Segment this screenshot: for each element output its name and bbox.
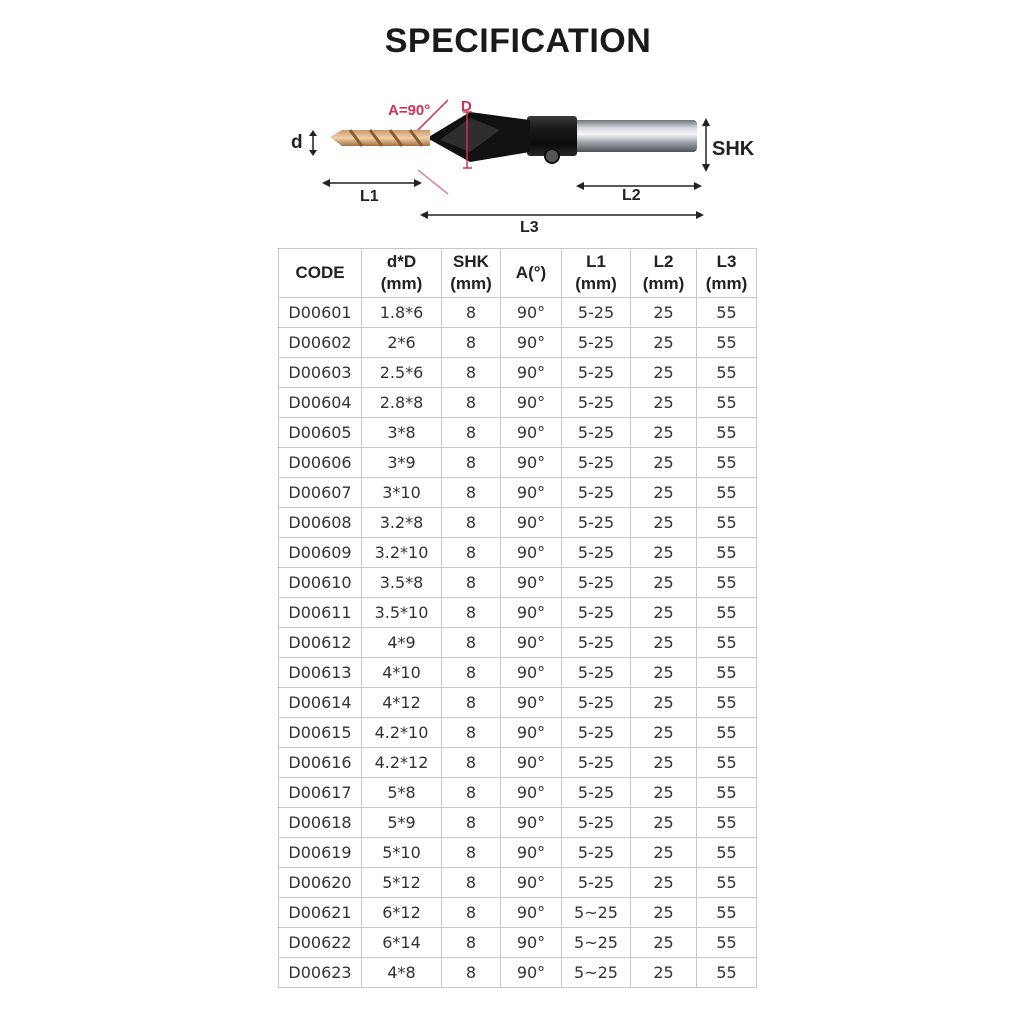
- table-row: [279, 628, 757, 658]
- cell-l3: 55: [697, 418, 757, 448]
- table-header-row: [279, 249, 757, 298]
- cell-angle: 90°: [501, 898, 562, 928]
- cell-shk: 8: [442, 538, 501, 568]
- cell-shk: 8: [442, 598, 501, 628]
- cell-code: D00620: [279, 868, 362, 898]
- cell-l1: 5-25: [562, 808, 631, 838]
- l1-label: L1: [360, 188, 379, 205]
- cell-d-D: 2.8*8: [362, 388, 442, 418]
- cell-l2: 25: [631, 748, 697, 778]
- cell-angle: 90°: [501, 688, 562, 718]
- cell-angle: 90°: [501, 748, 562, 778]
- cell-code: D00613: [279, 658, 362, 688]
- cell-angle: 90°: [501, 628, 562, 658]
- cell-l2: 25: [631, 568, 697, 598]
- cell-shk: 8: [442, 328, 501, 358]
- cell-l1: 5-25: [562, 478, 631, 508]
- countersink-drill-illustration: [0, 90, 1024, 240]
- cell-code: D00619: [279, 838, 362, 868]
- cell-l2: 25: [631, 328, 697, 358]
- cell-code: D00604: [279, 388, 362, 418]
- cell-angle: 90°: [501, 478, 562, 508]
- cell-angle: 90°: [501, 778, 562, 808]
- cell-angle: 90°: [501, 418, 562, 448]
- cell-angle: 90°: [501, 658, 562, 688]
- cell-l1: 5-25: [562, 658, 631, 688]
- cell-l1: 5-25: [562, 778, 631, 808]
- cell-angle: 90°: [501, 508, 562, 538]
- cell-shk: 8: [442, 388, 501, 418]
- cell-l2: 25: [631, 898, 697, 928]
- cell-l2: 25: [631, 778, 697, 808]
- cell-l3: 55: [697, 808, 757, 838]
- drill-bit-diagram: [0, 90, 1024, 240]
- cell-l3: 55: [697, 688, 757, 718]
- cell-l1: 5-25: [562, 748, 631, 778]
- cell-shk: 8: [442, 778, 501, 808]
- cell-l2: 25: [631, 298, 697, 328]
- table-row: [279, 868, 757, 898]
- table-row: [279, 808, 757, 838]
- cell-l1: 5-25: [562, 358, 631, 388]
- table-row: [279, 568, 757, 598]
- cell-l3: 55: [697, 958, 757, 988]
- cell-l3: 55: [697, 448, 757, 478]
- cell-l3: 55: [697, 838, 757, 868]
- cell-d-D: 1.8*6: [362, 298, 442, 328]
- cell-l1: 5-25: [562, 628, 631, 658]
- cell-l2: 25: [631, 958, 697, 988]
- cell-l2: 25: [631, 718, 697, 748]
- angle-label: A=90°: [388, 102, 431, 119]
- cell-code: D00617: [279, 778, 362, 808]
- header-l2: L2 (mm): [631, 249, 697, 298]
- cell-l2: 25: [631, 868, 697, 898]
- cell-code: D00621: [279, 898, 362, 928]
- cell-shk: 8: [442, 358, 501, 388]
- cell-angle: 90°: [501, 298, 562, 328]
- cell-d-D: 2.5*6: [362, 358, 442, 388]
- cell-code: D00605: [279, 418, 362, 448]
- table-row: [279, 778, 757, 808]
- cell-l1: 5-25: [562, 838, 631, 868]
- cell-l2: 25: [631, 478, 697, 508]
- table-row: [279, 418, 757, 448]
- cell-l3: 55: [697, 748, 757, 778]
- header-l3: L3 (mm): [697, 249, 757, 298]
- header-angle: A(°): [501, 249, 562, 298]
- cell-d-D: 3*10: [362, 478, 442, 508]
- cell-code: D00614: [279, 688, 362, 718]
- cell-angle: 90°: [501, 718, 562, 748]
- header-l1: L1 (mm): [562, 249, 631, 298]
- table-row: [279, 598, 757, 628]
- cell-l2: 25: [631, 688, 697, 718]
- cell-l3: 55: [697, 328, 757, 358]
- cell-d-D: 5*10: [362, 838, 442, 868]
- shank: [572, 120, 697, 152]
- cell-code: D00616: [279, 748, 362, 778]
- table-row: [279, 658, 757, 688]
- cell-shk: 8: [442, 508, 501, 538]
- table-row: [279, 538, 757, 568]
- header-d-D: d*D (mm): [362, 249, 442, 298]
- table-row: [279, 328, 757, 358]
- cell-l1: 5-25: [562, 538, 631, 568]
- cell-l3: 55: [697, 598, 757, 628]
- cell-code: D00612: [279, 628, 362, 658]
- table-row: [279, 298, 757, 328]
- cell-code: D00601: [279, 298, 362, 328]
- cell-shk: 8: [442, 748, 501, 778]
- table-row: [279, 718, 757, 748]
- cell-l2: 25: [631, 508, 697, 538]
- cell-l3: 55: [697, 928, 757, 958]
- set-screw: [545, 149, 559, 163]
- small-d-label: d: [291, 132, 303, 153]
- table-row: [279, 898, 757, 928]
- cell-code: D00602: [279, 328, 362, 358]
- cell-d-D: 3.5*8: [362, 568, 442, 598]
- cell-l3: 55: [697, 508, 757, 538]
- cell-angle: 90°: [501, 958, 562, 988]
- cell-d-D: 4*8: [362, 958, 442, 988]
- cell-l2: 25: [631, 928, 697, 958]
- cell-l3: 55: [697, 898, 757, 928]
- cell-angle: 90°: [501, 328, 562, 358]
- cell-shk: 8: [442, 418, 501, 448]
- table-row: [279, 388, 757, 418]
- cell-l1: 5-25: [562, 508, 631, 538]
- shank-label: SHK: [712, 138, 755, 160]
- table-row: [279, 838, 757, 868]
- cell-code: D00607: [279, 478, 362, 508]
- l3-label: L3: [520, 219, 539, 236]
- cell-d-D: 5*9: [362, 808, 442, 838]
- cell-d-D: 6*14: [362, 928, 442, 958]
- cell-l3: 55: [697, 358, 757, 388]
- cell-l3: 55: [697, 478, 757, 508]
- table-body: [279, 298, 757, 988]
- cell-l1: 5~25: [562, 928, 631, 958]
- l2-label: L2: [622, 187, 641, 204]
- cell-d-D: 3*8: [362, 418, 442, 448]
- cell-d-D: 3*9: [362, 448, 442, 478]
- table-row: [279, 688, 757, 718]
- cell-angle: 90°: [501, 928, 562, 958]
- table-row: [279, 748, 757, 778]
- cell-l1: 5-25: [562, 298, 631, 328]
- cell-shk: 8: [442, 928, 501, 958]
- cell-code: D00615: [279, 718, 362, 748]
- cell-d-D: 4*10: [362, 658, 442, 688]
- cell-d-D: 4.2*12: [362, 748, 442, 778]
- cell-code: D00609: [279, 538, 362, 568]
- cell-l3: 55: [697, 778, 757, 808]
- cell-d-D: 3.5*10: [362, 598, 442, 628]
- cell-l1: 5-25: [562, 688, 631, 718]
- cell-l1: 5~25: [562, 958, 631, 988]
- cell-angle: 90°: [501, 868, 562, 898]
- cell-l2: 25: [631, 598, 697, 628]
- cell-code: D00611: [279, 598, 362, 628]
- cell-l2: 25: [631, 448, 697, 478]
- cell-d-D: 6*12: [362, 898, 442, 928]
- header-shk: SHK (mm): [442, 249, 501, 298]
- cell-d-D: 3.2*8: [362, 508, 442, 538]
- table-row: [279, 928, 757, 958]
- table-row: [279, 448, 757, 478]
- cell-l3: 55: [697, 718, 757, 748]
- cell-l3: 55: [697, 388, 757, 418]
- cell-l2: 25: [631, 808, 697, 838]
- cell-angle: 90°: [501, 358, 562, 388]
- table-row: [279, 508, 757, 538]
- cell-angle: 90°: [501, 838, 562, 868]
- cell-angle: 90°: [501, 388, 562, 418]
- cell-code: D00608: [279, 508, 362, 538]
- cell-shk: 8: [442, 478, 501, 508]
- cell-shk: 8: [442, 688, 501, 718]
- cell-code: D00610: [279, 568, 362, 598]
- table-row: [279, 358, 757, 388]
- cell-l2: 25: [631, 358, 697, 388]
- cell-l2: 25: [631, 838, 697, 868]
- cell-code: D00622: [279, 928, 362, 958]
- cell-angle: 90°: [501, 448, 562, 478]
- table-row: [279, 958, 757, 988]
- cell-l2: 25: [631, 658, 697, 688]
- cell-l1: 5-25: [562, 328, 631, 358]
- specification-table: [278, 248, 757, 988]
- cell-d-D: 4*12: [362, 688, 442, 718]
- cell-code: D00623: [279, 958, 362, 988]
- cell-l1: 5-25: [562, 568, 631, 598]
- cell-code: D00606: [279, 448, 362, 478]
- cell-shk: 8: [442, 958, 501, 988]
- cell-shk: 8: [442, 298, 501, 328]
- cell-shk: 8: [442, 718, 501, 748]
- cell-d-D: 3.2*10: [362, 538, 442, 568]
- table-row: [279, 478, 757, 508]
- cell-shk: 8: [442, 568, 501, 598]
- cell-d-D: 2*6: [362, 328, 442, 358]
- cell-l1: 5-25: [562, 718, 631, 748]
- cell-shk: 8: [442, 898, 501, 928]
- cell-l1: 5-25: [562, 868, 631, 898]
- page-title: SPECIFICATION: [384, 22, 652, 60]
- header-code: CODE: [279, 249, 362, 298]
- cell-shk: 8: [442, 628, 501, 658]
- big-d-label: D: [461, 98, 472, 115]
- cell-code: D00603: [279, 358, 362, 388]
- cell-shk: 8: [442, 808, 501, 838]
- cell-angle: 90°: [501, 568, 562, 598]
- cell-l1: 5~25: [562, 898, 631, 928]
- cell-shk: 8: [442, 658, 501, 688]
- cell-l2: 25: [631, 538, 697, 568]
- cell-l1: 5-25: [562, 598, 631, 628]
- cell-l3: 55: [697, 298, 757, 328]
- cell-shk: 8: [442, 448, 501, 478]
- cell-l2: 25: [631, 628, 697, 658]
- cell-d-D: 5*12: [362, 868, 442, 898]
- cell-shk: 8: [442, 868, 501, 898]
- cell-d-D: 4.2*10: [362, 718, 442, 748]
- cell-d-D: 5*8: [362, 778, 442, 808]
- cell-l1: 5-25: [562, 388, 631, 418]
- cell-shk: 8: [442, 838, 501, 868]
- cell-d-D: 4*9: [362, 628, 442, 658]
- cell-l3: 55: [697, 868, 757, 898]
- cell-l3: 55: [697, 538, 757, 568]
- cell-l3: 55: [697, 658, 757, 688]
- cell-l1: 5-25: [562, 448, 631, 478]
- cell-l1: 5-25: [562, 418, 631, 448]
- cell-angle: 90°: [501, 538, 562, 568]
- cell-l3: 55: [697, 628, 757, 658]
- cell-l2: 25: [631, 418, 697, 448]
- cell-l3: 55: [697, 568, 757, 598]
- cell-angle: 90°: [501, 808, 562, 838]
- cell-l2: 25: [631, 388, 697, 418]
- cell-code: D00618: [279, 808, 362, 838]
- cell-angle: 90°: [501, 598, 562, 628]
